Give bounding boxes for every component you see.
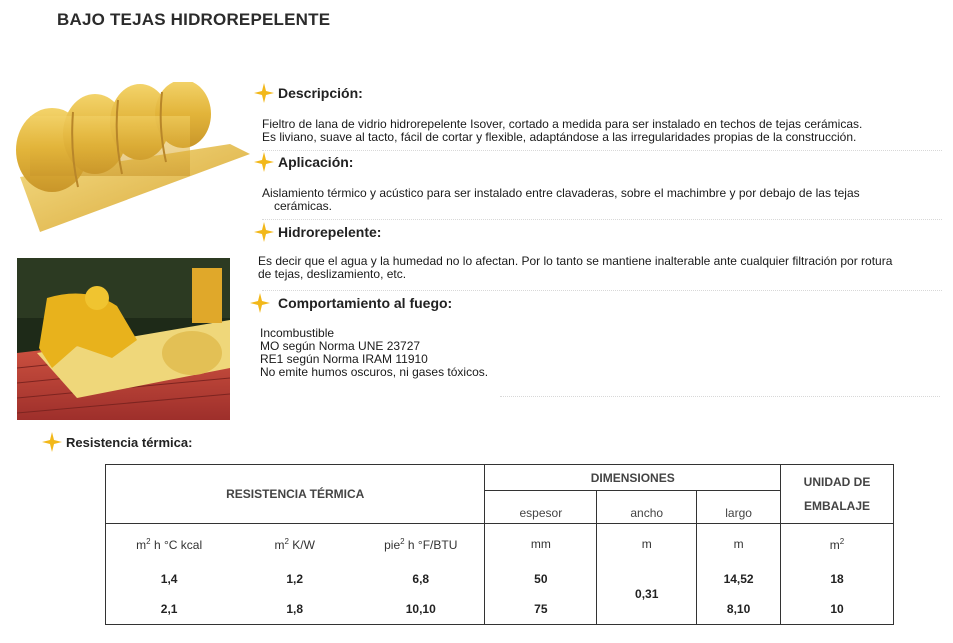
text-line: Incombustible <box>260 326 335 340</box>
subheader-espesor: espesor <box>485 491 597 524</box>
header-unidad-embalaje <box>781 465 894 524</box>
table-row <box>106 594 894 625</box>
header-resistencia-termica <box>106 465 485 524</box>
spec-table <box>105 464 894 625</box>
unit-embalaje: $m^2$ <box>781 524 894 565</box>
text-line: RE1 según Norma IRAM 11910 <box>260 352 428 366</box>
cell-r2: 1,8 <box>232 594 357 625</box>
divider <box>262 150 942 151</box>
heading-label: Hidrorepelente: <box>278 224 382 240</box>
unit-resistencia-2: $m^2$ K/W <box>232 524 357 565</box>
text-line: Es liviano, suave al tacto, fácil de cortar y flexible, adaptándose a las irregularidades propias de la construcción. <box>262 130 857 144</box>
cell-espesor: 75 <box>485 594 597 625</box>
divider <box>500 396 940 397</box>
text-line: Aislamiento térmico y acústico para ser instalado entre clavaderas, sobre el machimbre y por debajo de las tejas <box>262 186 860 200</box>
header-label: DIMENSIONES <box>590 470 675 485</box>
section-heading-aplicacion <box>254 152 353 172</box>
text-line: MO según Norma UNE 23727 <box>260 339 421 353</box>
fuego-text <box>260 327 488 379</box>
header-label: EMBALAJE <box>804 499 871 513</box>
cell-r1: 2,1 <box>106 594 233 625</box>
section-heading-descripcion <box>254 83 363 103</box>
text-line: Es decir que el agua y la humedad no lo afectan. Por lo tanto se mantiene inalterable ante cualquier filtración por rotura <box>258 254 893 268</box>
unit-ancho: m <box>597 524 697 565</box>
aplicacion-text <box>262 187 860 213</box>
star-bullet-icon <box>254 222 274 242</box>
cell-largo: 8,10 <box>697 594 781 625</box>
cell-r3: 6,8 <box>357 564 485 594</box>
heading-label: Comportamiento al fuego: <box>278 295 453 311</box>
text-line: No emite humos oscuros, ni gases tóxicos. <box>260 365 489 379</box>
page-title: BAJO TEJAS HIDROREPELENTE <box>57 10 331 29</box>
subheader-largo: largo <box>697 491 781 524</box>
header-label: UNIDAD DE <box>803 475 871 489</box>
unit-resistencia-1: $m^2$ h °C kcal <box>106 524 233 565</box>
unit-resistencia-3: pie$^2$ h °F/BTU <box>357 524 485 565</box>
cell-r3: 10,10 <box>357 594 485 625</box>
subheader-ancho: ancho <box>597 491 697 524</box>
text-line: Fieltro de lana de vidrio hidrorepelente Isover, cortado a medida para ser instalado en techos de tejas cerámicas. <box>262 117 863 131</box>
star-bullet-icon <box>254 152 274 172</box>
text-line: cerámicas. <box>274 199 333 213</box>
divider <box>262 219 942 220</box>
cell-r2: 1,2 <box>286 572 304 586</box>
cell-espesor: 50 <box>485 564 597 594</box>
product-roll-image <box>0 82 252 240</box>
header-label: RESISTENCIA TÉRMICA <box>226 487 365 501</box>
heading-label: Resistencia térmica: <box>66 434 193 450</box>
cell-unidad: 18 <box>781 564 894 594</box>
cell-largo: 14,52 <box>697 564 781 594</box>
star-bullet-icon <box>42 432 62 452</box>
cell-ancho-shared: 0,31 <box>597 564 697 625</box>
section-heading-resistencia <box>42 432 192 452</box>
heading-label: Aplicación: <box>278 154 354 170</box>
star-bullet-icon <box>254 83 274 103</box>
unit-espesor: mm <box>485 524 597 565</box>
section-heading-fuego <box>250 293 452 313</box>
cell-r1: 1,4 <box>106 564 233 594</box>
text-line: de tejas, deslizamiento, etc. <box>258 267 407 281</box>
section-heading-hidrorepelente <box>254 222 381 242</box>
heading-label: Descripción: <box>278 85 363 101</box>
hidrorepelente-text <box>258 255 892 281</box>
header-dimensiones <box>485 465 781 491</box>
divider <box>262 290 942 291</box>
star-bullet-icon <box>250 293 270 313</box>
cell-unidad: 10 <box>781 594 894 625</box>
installation-photo <box>17 258 230 420</box>
table-row <box>106 564 894 594</box>
descripcion-text <box>262 118 862 144</box>
unit-largo: m <box>697 524 781 565</box>
